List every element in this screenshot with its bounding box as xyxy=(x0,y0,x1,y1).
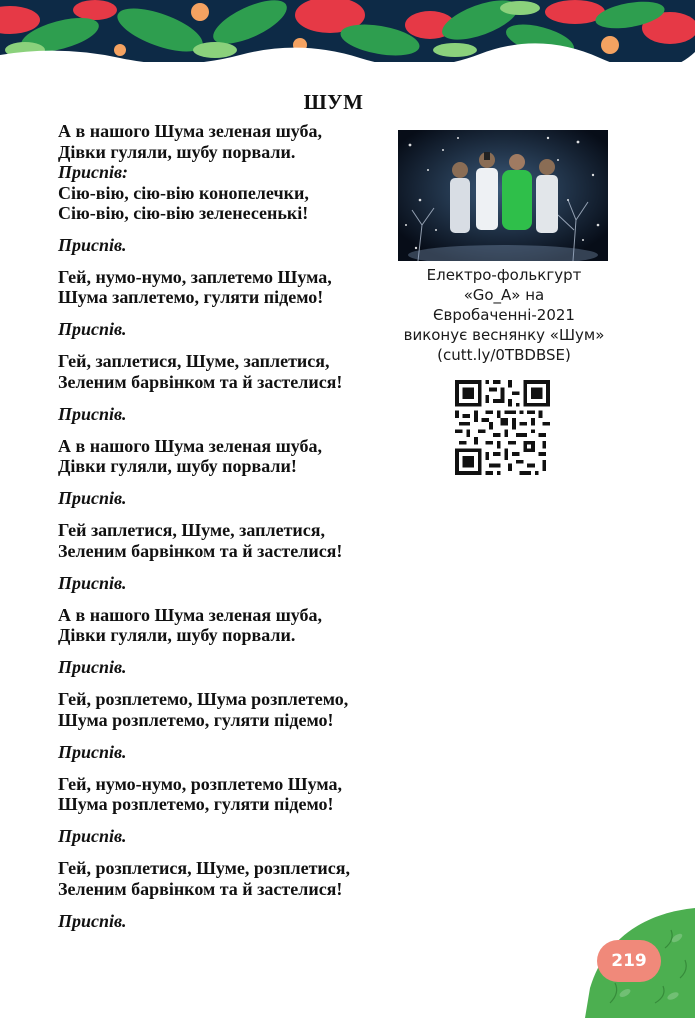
song-lyrics xyxy=(58,121,408,943)
lyric-line: Гей, нумо-нумо, розплетемо Шума, xyxy=(58,773,342,794)
chorus-reference: Приспів. xyxy=(58,572,127,593)
lyric-line: Дівки гуляли, шубу порвали. xyxy=(58,141,296,162)
lyric-line: Сію-вію, сію-вію зеленесенькі! xyxy=(58,203,309,223)
page-number-badge: 219 xyxy=(597,940,661,982)
chorus-reference: Приспів. xyxy=(58,319,127,339)
stanza xyxy=(58,520,408,561)
lyric-line: Сію-вію, сію-вію конопелечки, xyxy=(58,182,309,203)
song-title: ШУМ xyxy=(303,90,364,114)
chorus-reference: Приспів. xyxy=(58,826,127,846)
lyric-line: А в нашого Шума зеленая шуба, xyxy=(58,604,323,625)
caption-line: виконує веснянку «Шум» xyxy=(403,326,605,344)
photo-caption xyxy=(388,265,620,365)
lyric-line: Зеленим барвінком та й застелися! xyxy=(58,878,343,899)
chorus-reference: Приспів. xyxy=(58,403,127,424)
stanza xyxy=(58,689,408,730)
stanza xyxy=(58,858,408,899)
floral-banner xyxy=(0,0,695,62)
lyric-line: Зеленим барвінком та й застелися! xyxy=(58,540,343,561)
performance-photo xyxy=(398,130,608,261)
chorus-reference: Приспів. xyxy=(58,741,127,762)
lyric-line: Гей, нумо-нумо, заплетемо Шума, xyxy=(58,266,332,287)
lyric-line: Гей, розплетися, Шуме, розплетися, xyxy=(58,858,351,878)
lyric-line: Зеленим барвінком та й застелися! xyxy=(58,371,343,392)
stanza xyxy=(58,351,408,392)
qr-code[interactable] xyxy=(455,380,550,475)
lyric-line: Шума розплетемо, гуляти підемо! xyxy=(58,709,334,730)
lyric-line: Гей, розплетемо, Шума розплетемо, xyxy=(58,689,349,709)
chorus-reference: Приспів. xyxy=(58,657,127,677)
lyric-line: Дівки гуляли, шубу порвали. xyxy=(58,625,296,645)
stanza xyxy=(58,121,408,224)
chorus-reference: Приспів. xyxy=(58,234,127,255)
lyric-line: Шума розплетемо, гуляти підемо! xyxy=(58,794,334,814)
lyric-line: Гей, заплетися, Шуме, заплетися, xyxy=(58,351,330,371)
stanza xyxy=(58,774,408,815)
caption-line: Електро-фолькгурт xyxy=(426,266,582,284)
stanza xyxy=(58,436,408,477)
chorus-reference: Приспів. xyxy=(58,488,127,508)
lyric-line: Дівки гуляли, шубу порвали! xyxy=(58,456,297,476)
stanza xyxy=(58,605,408,646)
lyric-line: А в нашого Шума зеленая шуба, xyxy=(58,121,323,141)
lyric-line: Гей заплетися, Шуме, заплетися, xyxy=(58,520,326,540)
chorus-label: Приспів: xyxy=(58,162,129,182)
lyric-line: А в нашого Шума зеленая шуба, xyxy=(58,435,323,456)
caption-line: Євробаченні-2021 xyxy=(433,306,575,324)
lyric-line: Шума заплетемо, гуляти підемо! xyxy=(58,287,324,307)
stanza xyxy=(58,267,408,308)
caption-line: «Go_A» на xyxy=(463,286,545,304)
caption-link[interactable]: (cutt.ly/0TBDBSE) xyxy=(437,346,571,364)
chorus-reference: Приспів. xyxy=(58,910,127,931)
